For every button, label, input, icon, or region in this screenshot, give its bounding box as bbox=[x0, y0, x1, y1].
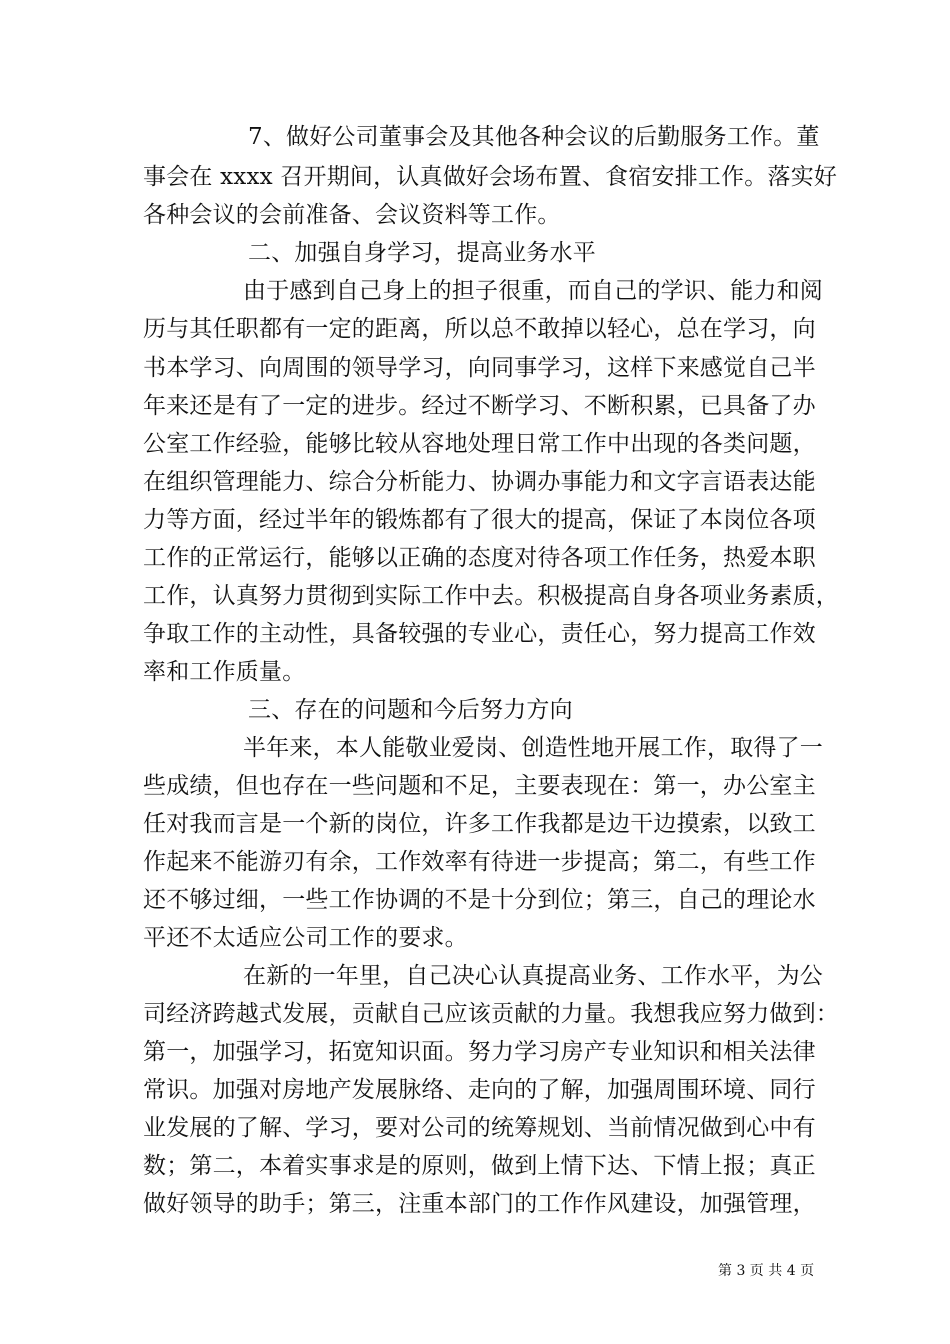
text-line-28: 数；第二，本着实事求是的原则，做到上情下达、下情上报；真正 bbox=[143, 1153, 816, 1179]
text-line-21: 还不够过细，一些工作协调的不是十分到位；第三，自己的理论水 bbox=[143, 887, 816, 913]
text-line-19: 任对我而言是一个新的岗位，许多工作我都是边干边摸索，以致工 bbox=[143, 811, 816, 837]
text-line-20: 作起来不能游刃有余，工作效率有待进一步提高；第二，有些工作 bbox=[143, 849, 816, 875]
text-line-12: 工作的正常运行，能够以正确的态度对待各项工作任务，热爱本职 bbox=[143, 545, 816, 571]
text-line-7: 书本学习、向周围的领导学习，向同事学习，这样下来感觉自己半 bbox=[143, 355, 816, 381]
text-line-13: 工作，认真努力贯彻到实际工作中去。积极提高自身各项业务素质， bbox=[143, 583, 839, 609]
text-line-24: 司经济跨越式发展，贡献自己应该贡献的力量。我想我应努力做到： bbox=[143, 1001, 839, 1027]
text-line-14: 争取工作的主动性，具备较强的专业心，责任心，努力提高工作效 bbox=[143, 621, 816, 647]
text-line-26: 常识。加强对房地产发展脉络、走向的了解，加强周围环境、同行 bbox=[143, 1077, 816, 1103]
section-heading-3: 三、存在的问题和今后努力方向 bbox=[248, 697, 573, 723]
text-line-25: 第一，加强学习，拓宽知识面。努力学习房产专业知识和相关法律 bbox=[143, 1039, 816, 1065]
text-line-18: 些成绩，但也存在一些问题和不足，主要表现在：第一，办公室主 bbox=[143, 773, 816, 799]
text-line-8: 年来还是有了一定的进步。经过不断学习、不断积累，已具备了办 bbox=[143, 393, 816, 419]
text-line-11: 力等方面，经过半年的锻炼都有了很大的提高，保证了本岗位各项 bbox=[143, 507, 816, 533]
text-line-10: 在组织管理能力、综合分析能力、协调办事能力和文字言语表达能 bbox=[143, 469, 816, 495]
text-line-23: 在新的一年里，自己决心认真提高业务、工作水平，为公 bbox=[243, 963, 823, 989]
section-heading-2: 二、加强自身学习，提高业务水平 bbox=[248, 240, 596, 266]
text-line-5: 由于感到自己身上的担子很重，而自己的学识、能力和阅 bbox=[243, 278, 823, 304]
text-line-2: 事会在 xxxx 召开期间，认真做好会场布置、食宿安排工作。落实好 bbox=[143, 164, 838, 190]
page-number: 第 3 页 共 4 页 bbox=[718, 1263, 815, 1279]
text-line-15: 率和工作质量。 bbox=[143, 659, 306, 685]
text-line-6: 历与其任职都有一定的距离，所以总不敢掉以轻心，总在学习，向 bbox=[143, 316, 816, 342]
text-line-3: 各种会议的会前准备、会议资料等工作。 bbox=[143, 202, 561, 228]
text-line-22: 平还不太适应公司工作的要求。 bbox=[143, 925, 468, 951]
text-line-9: 公室工作经验，能够比较从容地处理日常工作中出现的各类问题， bbox=[143, 431, 816, 457]
text-line-29: 做好领导的助手；第三，注重本部门的工作作风建设，加强管理， bbox=[143, 1191, 816, 1217]
text-line-1: 7、做好公司董事会及其他各种会议的后勤服务工作。董 bbox=[248, 124, 820, 150]
text-line-27: 业发展的了解、学习，要对公司的统筹规划、当前情况做到心中有 bbox=[143, 1115, 816, 1141]
text-line-17: 半年来，本人能敬业爱岗、创造性地开展工作，取得了一 bbox=[243, 735, 823, 761]
